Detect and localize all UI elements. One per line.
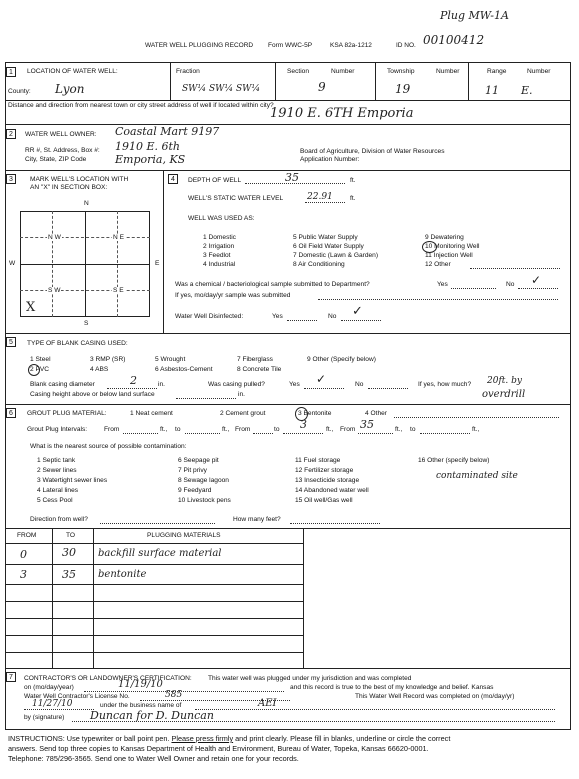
- howmanyfeet-label: How many feet?: [233, 516, 281, 523]
- sample-no-check: ✓: [531, 273, 542, 287]
- plug-id-handwritten: Plug MW-1A: [440, 9, 509, 22]
- township-value: 19: [395, 82, 411, 96]
- table-header-from: FROM: [17, 532, 37, 539]
- overdrill-note: overdrill: [482, 389, 526, 400]
- casing-5: 5 Wrought: [155, 356, 186, 363]
- well-location-mark: X: [26, 300, 36, 315]
- compass-s: S: [84, 320, 89, 327]
- section-label: Section: [287, 68, 309, 75]
- township-label: Township: [387, 68, 415, 75]
- source-question: What is the nearest source of possible contamination:: [30, 443, 187, 450]
- grout-3: 3 Bentonite: [298, 410, 332, 417]
- fraction-label: Fraction: [176, 68, 200, 75]
- table-header-to: TO: [66, 532, 76, 539]
- use-12: 12 Other: [425, 261, 451, 268]
- src-14: 14 Abandoned water well: [295, 487, 369, 494]
- pulled-no: No: [355, 381, 364, 388]
- township-number-label: Number: [436, 68, 460, 75]
- city-value: Emporia, KS: [115, 153, 186, 166]
- section-value: 9: [318, 80, 326, 94]
- howmuch-label: If yes, how much?: [418, 381, 472, 388]
- grout-title: GROUT PLUG MATERIAL:: [27, 410, 107, 417]
- address-label: RR #, St. Address, Box #:: [25, 147, 100, 154]
- src-8: 8 Sewage lagoon: [178, 477, 229, 484]
- location-label: LOCATION OF WATER WELL:: [27, 68, 118, 75]
- diameter-label: Blank casing diameter: [30, 381, 95, 388]
- address-value: 1910 E. 6th: [115, 140, 181, 153]
- diameter-value: 2: [130, 374, 137, 387]
- use-9: 9 Dewatering: [425, 234, 464, 241]
- src-2: 2 Sewer lines: [37, 467, 77, 474]
- section-1-number: 1: [6, 67, 16, 77]
- other-source-value: contaminated site: [436, 471, 518, 481]
- grout-2: 2 Cement grout: [220, 410, 266, 417]
- compass-e: E: [155, 260, 160, 267]
- src-12: 12 Fertilizer storage: [295, 467, 354, 474]
- cert-line1: This water well was plugged under my jurisdiction and was completed: [208, 675, 412, 682]
- use-7: 7 Domestic (Lawn & Garden): [293, 252, 379, 259]
- instructions-label: INSTRUCTIONS:: [8, 734, 65, 743]
- board-label: Board of Agriculture, Division of Water Resources: [300, 148, 445, 155]
- casing-6: 6 Asbestos-Cement: [155, 366, 213, 373]
- range-number-label: Number: [527, 68, 551, 75]
- instructions-line-2: answers. Send top three copies to Kansas Department of Health and Environment, Bureau of Water, Topeka, Kansas 66620-0001.: [8, 744, 429, 753]
- instructions-text-1a: Use typewriter or ball point pen.: [66, 734, 170, 743]
- signature-value: Duncan for D. Duncan: [90, 709, 214, 722]
- casing-8: 8 Concrete Tile: [237, 366, 282, 373]
- src-4: 4 Lateral lines: [37, 487, 79, 494]
- src-5: 5 Cess Pool: [37, 497, 73, 504]
- cert-line2: and this record is true to the best of my knowledge and belief. Kansas: [290, 684, 494, 691]
- casing-4: 4 ABS: [90, 366, 109, 373]
- signature-label: by (signature): [24, 714, 65, 721]
- use-1: 1 Domestic: [203, 234, 236, 241]
- sample-yes: Yes: [437, 281, 448, 288]
- section-2-number: 2: [6, 129, 16, 139]
- owner-label: WATER WELL OWNER:: [25, 131, 97, 138]
- int3-from-value: 35: [360, 418, 374, 431]
- section-number-label: Number: [331, 68, 355, 75]
- intervals-label: Grout Plug Intervals:: [27, 426, 88, 433]
- instructions-text-1c: and print clearly. Please fill in blanks, underline or circle the correct: [235, 734, 451, 743]
- sw-label: S W: [48, 287, 61, 294]
- table-row: 30: [62, 546, 76, 559]
- src-11: 11 Fuel storage: [295, 457, 341, 464]
- int3-ft2: ft.,: [472, 426, 480, 433]
- src-10: 10 Livestock pens: [178, 497, 231, 504]
- table-row: 35: [62, 568, 76, 581]
- section-4-number: 4: [168, 174, 178, 184]
- disinfected-no: No: [328, 313, 337, 320]
- id-label: ID NO.: [396, 42, 416, 49]
- static-ft: ft.: [350, 195, 356, 202]
- disinfected-label: Water Well Disinfected:: [175, 313, 244, 320]
- src-13: 13 Insecticide storage: [295, 477, 360, 484]
- pulled-label: Was casing pulled?: [208, 381, 265, 388]
- use-5: 5 Public Water Supply: [293, 234, 358, 241]
- compass-n: N: [84, 200, 89, 207]
- license-value: 585: [165, 690, 183, 700]
- use-10: 10 Monitoring Well: [425, 243, 480, 250]
- src-1: 1 Septic tank: [37, 457, 76, 464]
- use-2: 2 Irrigation: [203, 243, 235, 250]
- src-6: 6 Seepage pit: [178, 457, 219, 464]
- height-in: in.: [238, 391, 245, 398]
- section-6-number: 6: [6, 408, 16, 418]
- height-label: Casing height above or below land surface: [30, 391, 155, 398]
- src-15: 15 Oil well/Gas well: [295, 497, 353, 504]
- section-3-number: 3: [6, 174, 16, 184]
- int1-ft: ft.,: [160, 426, 168, 433]
- use-4: 4 Industrial: [203, 261, 236, 268]
- direction-label: Direction from well?: [30, 516, 88, 523]
- grout-1: 1 Neat cement: [130, 410, 173, 417]
- owner-value: Coastal Mart 9197: [115, 125, 220, 138]
- int3-to: to: [410, 426, 416, 433]
- depth-label: DEPTH OF WELL: [188, 177, 242, 184]
- distance-value: 1910 E. 6TH Emporia: [270, 106, 414, 121]
- table-header-materials: PLUGGING MATERIALS: [147, 532, 221, 539]
- use-6: 6 Oil Field Water Supply: [293, 243, 364, 250]
- mark-label-2: AN "X" IN SECTION BOX:: [30, 184, 108, 191]
- form-number: Form WWC-5P: [268, 42, 313, 49]
- casing-2-circle: [28, 364, 40, 376]
- county-label: County:: [8, 88, 31, 95]
- record-value: 11/27/10: [32, 699, 73, 709]
- casing-2: 2 PVC: [30, 366, 50, 373]
- ksa: KSA 82a-1212: [330, 42, 372, 49]
- int2-ft: ft.,: [326, 426, 334, 433]
- int1-to: to: [175, 426, 181, 433]
- diameter-in: in.: [158, 381, 165, 388]
- static-value: 22.91: [307, 192, 333, 202]
- completed-on-label: on (mo/day/year): [24, 684, 74, 691]
- src-3: 3 Watertight sewer lines: [37, 477, 108, 484]
- record-label: This Water Well Record was completed on (mo/day/yr): [355, 693, 515, 700]
- sample-no: No: [506, 281, 515, 288]
- business-label: under the business name of: [100, 702, 182, 709]
- casing-title: TYPE OF BLANK CASING USED:: [27, 340, 128, 347]
- int2-to: to: [274, 426, 280, 433]
- int1-from: From: [104, 426, 120, 433]
- application-label: Application Number:: [300, 156, 360, 163]
- section-5-number: 5: [6, 337, 16, 347]
- section-7-number: 7: [6, 672, 16, 682]
- int1-ft2: ft.,: [222, 426, 230, 433]
- casing-9: 9 Other (Specify below): [307, 356, 376, 363]
- compass-w: W: [9, 260, 16, 267]
- depth-ft: ft.: [350, 177, 356, 184]
- int2-from: From: [235, 426, 251, 433]
- instructions-line-1: [8, 734, 450, 743]
- city-label: City, State, ZIP Code: [25, 156, 87, 163]
- instructions-line-3: Telephone: 785/296-3565. Send one to Water Well Owner and retain one for your records.: [8, 754, 299, 763]
- range-label: Range: [487, 68, 507, 75]
- src-16: 16 Other (specify below): [418, 457, 490, 464]
- se-label: S E: [113, 287, 124, 294]
- county-value: Lyon: [55, 82, 85, 96]
- table-row: 0: [20, 548, 27, 561]
- pulled-yes: Yes: [289, 381, 300, 388]
- nw-label: N W: [48, 234, 61, 241]
- casing-1: 1 Steel: [30, 356, 51, 363]
- sample-date-label: If yes, mo/day/yr sample was submitted: [175, 292, 291, 299]
- fraction-value: SW¼ SW¼ SW¼: [182, 84, 261, 94]
- mark-label-1: MARK WELL'S LOCATION WITH: [30, 176, 129, 183]
- table-row: backfill surface material: [98, 548, 222, 559]
- pulled-yes-check: ✓: [316, 372, 327, 386]
- use-3: 3 Feedlot: [203, 252, 231, 259]
- use-8: 8 Air Conditioning: [293, 261, 345, 268]
- id-value: 00100412: [423, 33, 485, 47]
- instructions-text-1b: Please press firmly: [171, 734, 234, 743]
- range-value: 11: [485, 84, 499, 97]
- casing-7: 7 Fiberglass: [237, 356, 273, 363]
- used-as-label: WELL WAS USED AS:: [188, 215, 255, 222]
- ne-label: N E: [113, 234, 124, 241]
- distance-label: Distance and direction from nearest town or city street address of well if located within city?: [8, 102, 274, 109]
- range-direction: E.: [521, 84, 533, 97]
- static-label: WELL'S STATIC WATER LEVEL: [188, 195, 284, 202]
- src-7: 7 Pit privy: [178, 467, 207, 474]
- table-row: bentonite: [98, 569, 147, 580]
- license-label: Water Well Contractor's License No.: [24, 693, 130, 700]
- src-9: 9 Feedyard: [178, 487, 212, 494]
- casing-3: 3 RMP (SR): [90, 356, 126, 363]
- table-row: 3: [20, 568, 27, 581]
- int2-to-value: 3: [300, 418, 307, 431]
- grout-4: 4 Other: [365, 410, 387, 417]
- business-value: AEI: [258, 698, 277, 709]
- int3-from: From: [340, 426, 356, 433]
- use-11: 11 Injection Well: [425, 252, 473, 259]
- cert-title: CONTRACTOR'S OR LANDOWNER'S CERTIFICATION:: [24, 675, 192, 682]
- form-title: WATER WELL PLUGGING RECORD: [145, 42, 254, 49]
- howmuch-value: 20ft. by: [487, 376, 522, 386]
- completed-on-value: 11/19/10: [118, 679, 163, 690]
- depth-value: 35: [285, 171, 299, 184]
- int3-ft: ft.,: [395, 426, 403, 433]
- disinfected-no-check: ✓: [352, 304, 363, 319]
- disinfected-yes: Yes: [272, 313, 283, 320]
- sample-question: Was a chemical / bacteriological sample submitted to Department?: [175, 281, 370, 288]
